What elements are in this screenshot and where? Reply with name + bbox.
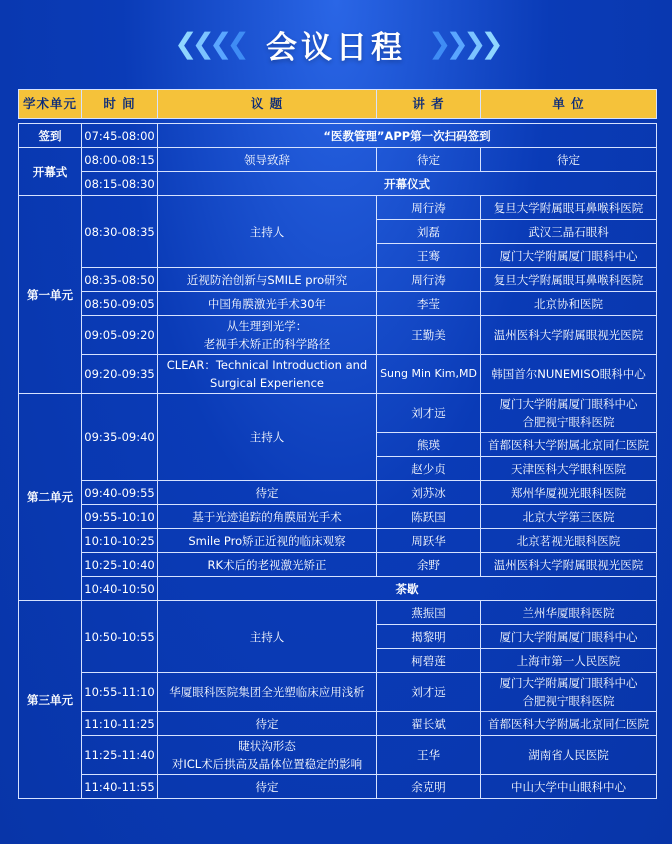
time-cell: 08:15-08:30: [82, 172, 158, 196]
org-cell: 温州医科大学附属眼视光医院: [481, 316, 657, 355]
time-cell: 08:30-08:35: [82, 196, 158, 268]
topic-cell: 领导致辞: [158, 148, 377, 172]
table-row: [19, 577, 657, 601]
time-cell: 09:35-09:40: [82, 394, 158, 481]
schedule-table: [18, 89, 657, 799]
time-cell: 09:40-09:55: [82, 481, 158, 505]
unit-cell: 开幕式: [19, 148, 82, 196]
org-cell: 北京协和医院: [481, 292, 657, 316]
topic-cell: 中国角膜激光手术30年: [158, 292, 377, 316]
page-title: 会议日程: [266, 29, 406, 66]
chevrons-right-icon: ❯ ❯ ❯ ❯: [428, 27, 498, 60]
table-row: [19, 601, 657, 625]
speaker-cell: 赵少贞: [377, 457, 481, 481]
topic-line: 老视手术矫正的科学路径: [203, 337, 331, 351]
org-cell: 兰州华厦眼科医院: [481, 601, 657, 625]
time-cell: 09:20-09:35: [82, 355, 158, 394]
time-cell: 10:10-10:25: [82, 529, 158, 553]
topic-line: 睫状沟形态: [238, 739, 296, 753]
speaker-cell: 周行涛: [377, 196, 481, 220]
speaker-cell: 待定: [377, 148, 481, 172]
topic-cell: 近视防治创新与SMILE pro研究: [158, 268, 377, 292]
speaker-cell: 柯碧莲: [377, 649, 481, 673]
org-cell: 北京茗视光眼科医院: [481, 529, 657, 553]
table-row: [19, 355, 657, 394]
topic-cell: 基于光迹追踪的角膜屈光手术: [158, 505, 377, 529]
org-cell: 武汉三晶石眼科: [481, 220, 657, 244]
table-row: [19, 505, 657, 529]
time-cell: 11:10-11:25: [82, 712, 158, 736]
time-cell: 11:25-11:40: [82, 736, 158, 775]
time-cell: 10:50-10:55: [82, 601, 158, 673]
header-time: 时 间: [82, 90, 158, 119]
table-header-row: [19, 90, 657, 119]
speaker-cell: 揭黎明: [377, 625, 481, 649]
topic-line: Surgical Experience: [210, 376, 324, 390]
org-line: 厦门大学附属厦门眼科中心: [499, 397, 638, 411]
speaker-cell: 陈跃国: [377, 505, 481, 529]
org-cell: 天津医科大学眼科医院: [481, 457, 657, 481]
speaker-cell: 刘苏冰: [377, 481, 481, 505]
topic-cell: [158, 355, 377, 394]
speaker-cell: 周行涛: [377, 268, 481, 292]
org-cell: 温州医科大学附属眼视光医院: [481, 553, 657, 577]
org-cell: 厦门大学附属厦门眼科中心: [481, 625, 657, 649]
org-cell: 复旦大学附属眼耳鼻喉科医院: [481, 196, 657, 220]
speaker-cell: 燕振国: [377, 601, 481, 625]
topic-line: CLEAR：Technical Introduction and: [166, 358, 368, 372]
table-row: [19, 775, 657, 799]
org-cell: 待定: [481, 148, 657, 172]
speaker-cell: 余克明: [377, 775, 481, 799]
speaker-cell: 刘磊: [377, 220, 481, 244]
time-cell: 09:55-10:10: [82, 505, 158, 529]
speaker-cell: 王骞: [377, 244, 481, 268]
time-cell: 11:40-11:55: [82, 775, 158, 799]
header-org: 单 位: [481, 90, 657, 119]
time-cell: 08:35-08:50: [82, 268, 158, 292]
time-cell: 08:50-09:05: [82, 292, 158, 316]
table-row: [19, 712, 657, 736]
table-row: [19, 394, 657, 433]
time-cell: 10:40-10:50: [82, 577, 158, 601]
org-cell: 郑州华厦视光眼科医院: [481, 481, 657, 505]
speaker-cell: 余野: [377, 553, 481, 577]
table-row: [19, 172, 657, 196]
unit-cell: 第三单元: [19, 601, 82, 799]
topic-line: 从生理到光学：: [226, 319, 308, 333]
org-cell: [481, 394, 657, 433]
table-row: [19, 148, 657, 172]
table-row: [19, 292, 657, 316]
schedule-table-wrap: [18, 89, 656, 799]
header-unit: 学术单元: [19, 90, 82, 119]
speaker-cell: 李莹: [377, 292, 481, 316]
chevrons-left-icon: ❮ ❮ ❮ ❮: [174, 27, 244, 60]
topic-cell: [158, 316, 377, 355]
speaker-cell: 周跃华: [377, 529, 481, 553]
topic-cell: 主持人: [158, 601, 377, 673]
speaker-cell: Sung Min Kim,MD: [377, 355, 481, 394]
page-header: [0, 0, 672, 88]
org-cell: 北京大学第三医院: [481, 505, 657, 529]
time-cell: 10:25-10:40: [82, 553, 158, 577]
header-topic: 议 题: [158, 90, 377, 119]
unit-cell: 第一单元: [19, 196, 82, 394]
table-row: [19, 529, 657, 553]
org-cell: 韩国首尔NUNEMISO眼科中心: [481, 355, 657, 394]
table-row: [19, 268, 657, 292]
topic-cell: Smile Pro矫正近视的临床观察: [158, 529, 377, 553]
topic-cell: 开幕仪式: [158, 172, 657, 196]
org-cell: [481, 673, 657, 712]
org-cell: 首都医科大学附属北京同仁医院: [481, 433, 657, 457]
org-line: 厦门大学附属厦门眼科中心: [499, 676, 638, 690]
time-cell: 10:55-11:10: [82, 673, 158, 712]
speaker-cell: 熊瑛: [377, 433, 481, 457]
org-cell: 首都医科大学附属北京同仁医院: [481, 712, 657, 736]
table-row: [19, 316, 657, 355]
time-cell: 07:45-08:00: [82, 124, 158, 148]
speaker-cell: 王勤美: [377, 316, 481, 355]
speaker-cell: 王华: [377, 736, 481, 775]
unit-cell: 签到: [19, 124, 82, 148]
topic-cell: 待定: [158, 775, 377, 799]
org-cell: 上海市第一人民医院: [481, 649, 657, 673]
topic-cell: 华厦眼科医院集团全光塑临床应用浅析: [158, 673, 377, 712]
unit-cell: 第二单元: [19, 394, 82, 601]
table-row: [19, 124, 657, 148]
table-row: [19, 196, 657, 220]
topic-cell: RK术后的老视激光矫正: [158, 553, 377, 577]
org-cell: 厦门大学附属厦门眼科中心: [481, 244, 657, 268]
time-cell: 09:05-09:20: [82, 316, 158, 355]
table-row: [19, 736, 657, 775]
table-row: [19, 481, 657, 505]
topic-cell: “医教管理”APP第一次扫码签到: [158, 124, 657, 148]
org-cell: 湖南省人民医院: [481, 736, 657, 775]
org-cell: 中山大学中山眼科中心: [481, 775, 657, 799]
topic-cell: 待定: [158, 481, 377, 505]
topic-line: 对ICL术后拱高及晶体位置稳定的影响: [171, 757, 363, 771]
table-row: [19, 553, 657, 577]
header-speaker: 讲 者: [377, 90, 481, 119]
table-row: [19, 673, 657, 712]
speaker-cell: 翟长斌: [377, 712, 481, 736]
org-line: 合肥视宁眼科医院: [522, 415, 615, 429]
topic-cell: 主持人: [158, 196, 377, 268]
speaker-cell: 刘才远: [377, 394, 481, 433]
topic-cell: 茶歇: [158, 577, 657, 601]
speaker-cell: 刘才远: [377, 673, 481, 712]
topic-cell: [158, 736, 377, 775]
org-cell: 复旦大学附属眼耳鼻喉科医院: [481, 268, 657, 292]
time-cell: 08:00-08:15: [82, 148, 158, 172]
org-line: 合肥视宁眼科医院: [522, 694, 615, 708]
topic-cell: 主持人: [158, 394, 377, 481]
topic-cell: 待定: [158, 712, 377, 736]
